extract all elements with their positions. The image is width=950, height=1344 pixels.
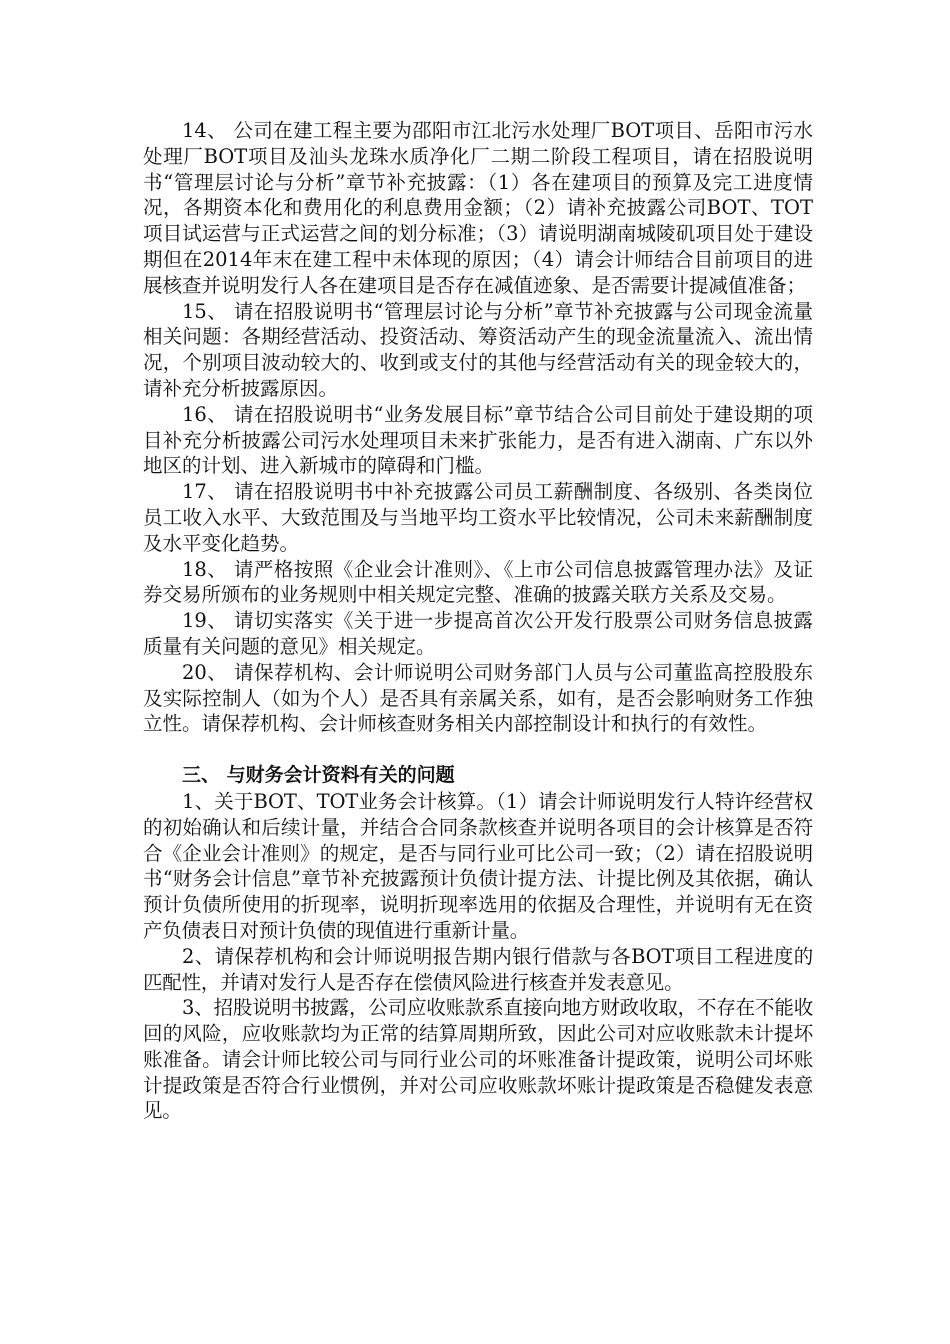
section-3-heading: 三、 与财务会计资料有关的问题 (182, 764, 455, 787)
item-14-paragraph: 14、 公司在建工程主要为邵阳市江北污水处理厂BOT项目、岳阳市污水处理厂BOT项目及汕头龙珠水质净化厂二期二阶段工程项目，请在招股说明书“管理层讨论与分析”章节补充披露：（1）各在建项目的预算及完工进度情况，各期资本化和费用化的利息费用金额；（2）请补充披露公司BOT、TOT项目试运营与正式运营之间的划分标准；（3）请说明湖南城陵矶项目处于建设期但在2014年末在建工程中未体现的原因；（4）请会计师结合目前项目的进展核查并说明发行人各在建项目是否存在减值迹象、是否需要计提减值准备； (143, 119, 813, 297)
section-3-item-3-paragraph: 3、招股说明书披露，公司应收账款系直接向地方财政收取，不存在不能收回的风险，应收账款均为正常的结算周期所致，因此公司对应收账款未计提坏账准备。请会计师比较公司与同行业公司的坏账准备计提政策，说明公司坏账计提政策是否符合行业惯例，并对公司应收账款坏账计提政策是否稳健发表意见。 (143, 996, 813, 1123)
document-page (143, 118, 813, 1124)
item-16-paragraph: 16、 请在招股说明书“业务发展目标”章节结合公司目前处于建设期的项目补充分析披露公司污水处理项目未来扩张能力，是否有进入湖南、广东以外地区的计划、进入新城市的障碍和门槛。 (143, 402, 813, 478)
item-19-paragraph: 19、 请切实落实《关于进一步提高首次公开发行股票公司财务信息披露质量有关问题的意见》相关规定。 (143, 609, 813, 658)
section-spacer (143, 737, 813, 763)
item-17-paragraph: 17、 请在招股说明书中补充披露公司员工薪酬制度、各级别、各类岗位员工收入水平、大致范围及与当地平均工资水平比较情况，公司未来薪酬制度及水平变化趋势。 (143, 480, 813, 555)
item-15-paragraph: 15、 请在招股说明书“管理层讨论与分析”章节补充披露与公司现金流量相关问题：各期经营活动、投资活动、筹资活动产生的现金流量流入、流出情况，个别项目波动较大的、收到或支付的其他与经营活动有关的现金较大的，请补充分析披露原因。 (143, 299, 813, 400)
item-18-paragraph: 18、 请严格按照《企业会计准则》、《上市公司信息披露管理办法》及证券交易所颁布的业务规则中相关规定完整、准确的披露关联方关系及交易。 (143, 557, 813, 607)
item-20-paragraph: 20、 请保荐机构、会计师说明公司财务部门人员与公司董监高控股股东及实际控制人（如为个人）是否具有亲属关系，如有，是否会影响财务工作独立性。请保荐机构、会计师核查财务相关内部控制设计和执行的有效性。 (143, 660, 813, 736)
section-3-item-2-paragraph: 2、请保荐机构和会计师说明报告期内银行借款与各BOT项目工程进度的匹配性，并请对发行人是否存在偿债风险进行核查并发表意见。 (143, 944, 813, 994)
section-3-item-1-paragraph: 1、关于BOT、TOT业务会计核算。（1）请会计师说明发行人特许经营权的初始确认和后续计量，并结合合同条款核查并说明各项目的会计核算是否符合《企业会计准则》的规定，是否与同行业可比公司一致；（2）请在招股说明书“财务会计信息”章节补充披露预计负债计提方法、计提比例及其依据，确认预计负债所使用的折现率，说明折现率选用的依据及合理性，并说明有无在资产负债表日对预计负债的现值进行重新计量。 (143, 789, 813, 942)
